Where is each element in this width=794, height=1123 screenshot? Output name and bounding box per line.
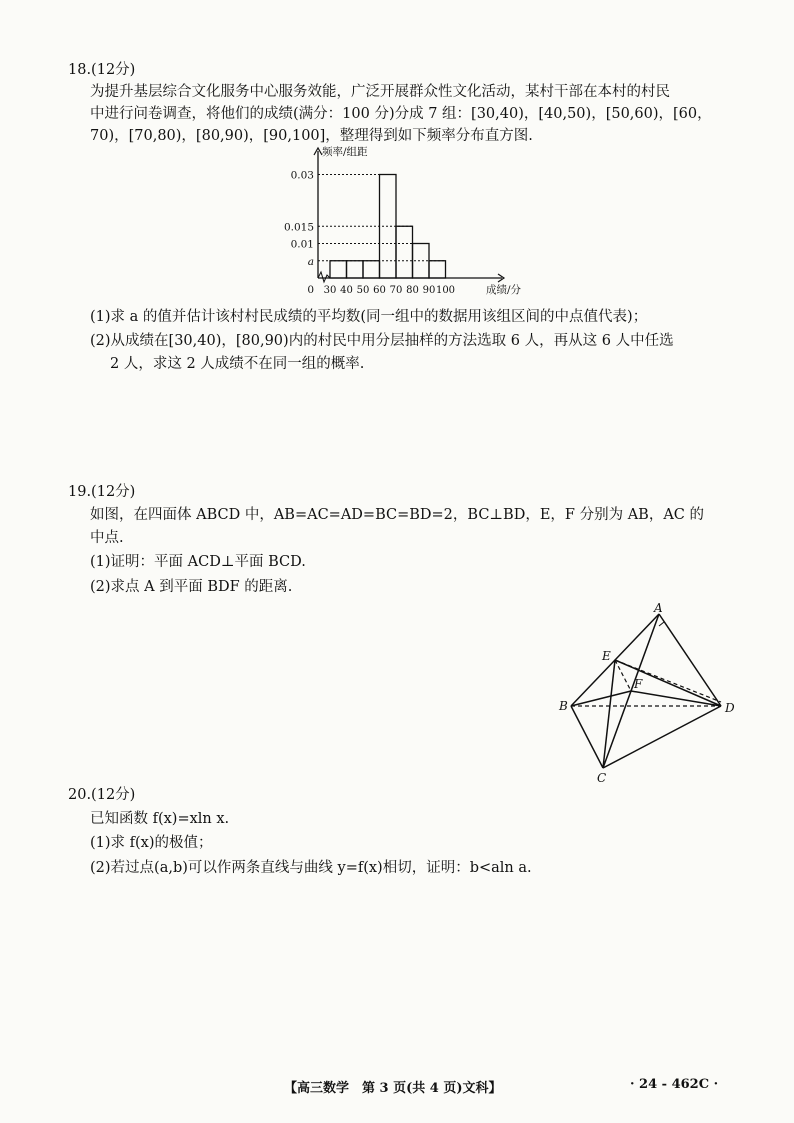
frequency-histogram [283, 143, 530, 303]
histogram-bar-3 [363, 261, 380, 278]
y-tick-label-2: 0.015 [283, 221, 314, 234]
y-tick-label-3: 0.01 [290, 238, 314, 251]
label-c: C [597, 771, 607, 785]
tick-mark-ad [659, 622, 664, 626]
label-f: F [634, 677, 643, 691]
q18-stem-line-3: 70)，[70,80)，[80,90)，[90,100]，整理得到如下频率分布直方图. [90, 128, 533, 144]
histogram-bar-1 [330, 261, 347, 278]
x-tick-label-90: 90 [422, 285, 436, 296]
x-tick-label-40: 40 [340, 285, 353, 296]
q20-part2: (2)若过点(a,b)可以作两条直线与曲线 y=f(x)相切，证明：b<aln a. [90, 860, 532, 876]
x-tick-label-30: 30 [323, 285, 337, 296]
label-e: E [602, 649, 611, 663]
histogram-bar-2 [347, 261, 364, 278]
label-b: B [559, 699, 568, 713]
page-footer: 【高三数学 第 3 页(共 4 页)文科】 [284, 1081, 502, 1096]
q20-heading: 20.(12分) [68, 787, 136, 803]
q18-stem-line-2: 中进行问卷调查，将他们的成绩(满分：100 分)分成 7 组：[30,40)，[40,50)，[50,60)，[60， [90, 106, 712, 122]
histogram-bar-5 [396, 226, 413, 278]
edge-bc [571, 706, 603, 768]
q19-stem-line-1: 如图，在四面体 ABCD 中，AB=AC=AD=BC=BD=2，BC⊥BD，E，F 分别为 AB，AC 的 [90, 507, 704, 523]
q20-part1: (1)求 f(x)的极值； [90, 835, 213, 851]
q18-part2-line-2: 2 人，求这 2 人成绩不在同一组的概率. [110, 356, 365, 372]
x-tick-label-70: 70 [389, 285, 403, 296]
q19-part2: (2)求点 A 到平面 BDF 的距离. [90, 579, 293, 595]
segment-ef-hidden [615, 660, 631, 691]
axis-break [318, 272, 330, 282]
q19-stem-line-2: 中点. [90, 530, 124, 546]
q19-heading: 19.(12分) [68, 484, 136, 500]
label-a: A [654, 601, 663, 615]
segment-ea-hidden [615, 660, 721, 702]
x-tick-label-80: 80 [406, 285, 419, 296]
histogram-bar-7 [429, 261, 446, 278]
q18-heading: 18.(12分) [68, 62, 136, 78]
q18-part1: (1)求 a 的值并估计该村村民成绩的平均数(同一组中的数据用该组区间的中点值代表)； [90, 309, 648, 325]
q19-part1: (1)证明：平面 ACD⊥平面 BCD. [90, 554, 306, 570]
q20-stem: 已知函数 f(x)=xln x. [90, 811, 230, 827]
exam-code: · 24 - 462C · [630, 1077, 719, 1092]
x-tick-label-50: 50 [356, 285, 370, 296]
y-tick-label-1: 0.03 [290, 169, 314, 182]
y-tick-label-4: a [307, 255, 314, 268]
tetrahedron-figure [555, 600, 755, 790]
segment-bf [571, 691, 631, 706]
segment-fd [631, 691, 721, 706]
edge-cd [603, 706, 721, 768]
x-axis-label: 成绩/分 [486, 284, 522, 296]
q18-part2-line-1: (2)从成绩在[30,40)，[80,90)内的村民中用分层抽样的方法选取 6 人，再从这 6 人中任选 [90, 333, 674, 349]
label-d: D [725, 701, 735, 715]
y-axis-label: 频率/组距 [322, 146, 368, 158]
q18-stem-line-1: 为提升基层综合文化服务中心服务效能，广泛开展群众性文化活动，某村干部在本村的村民 [90, 84, 670, 100]
x-tick-label-60: 60 [373, 285, 386, 296]
origin-label: 0 [307, 284, 314, 296]
x-tick-label-100: 100 [435, 285, 456, 296]
